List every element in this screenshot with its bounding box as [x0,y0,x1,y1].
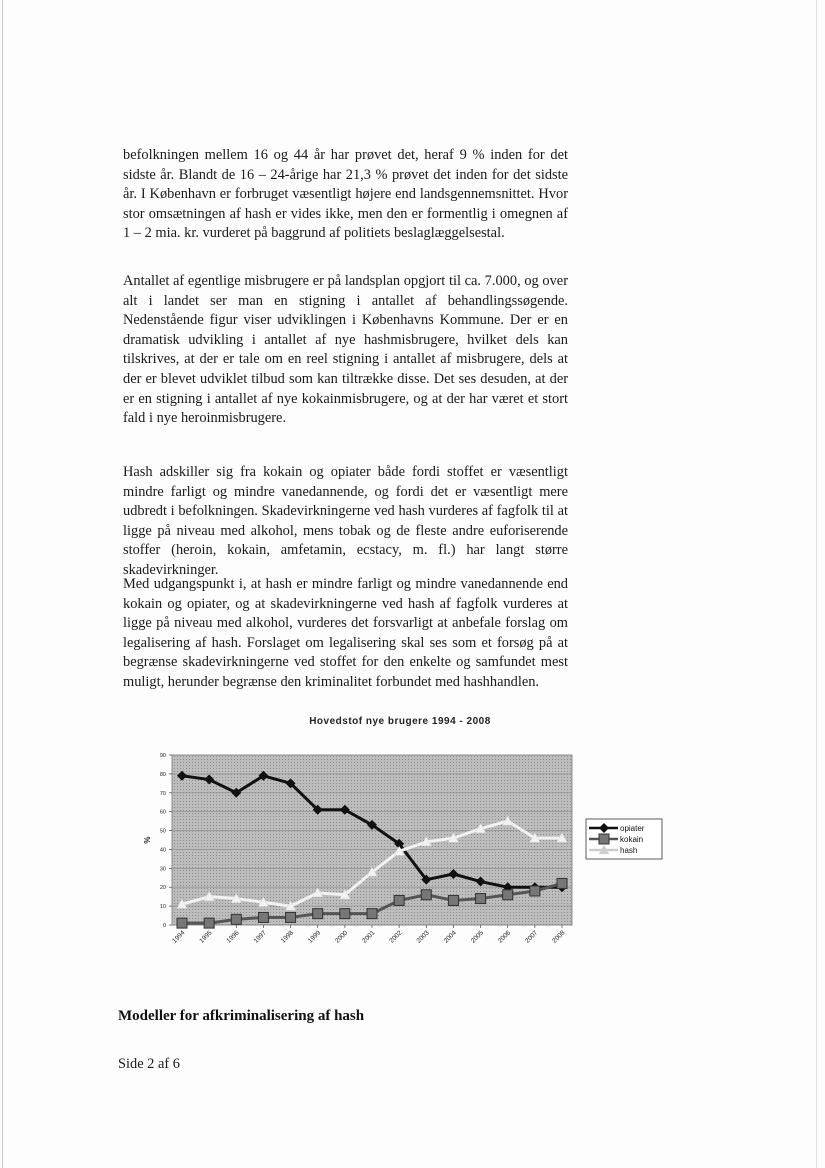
legend-label-kokain: kokain [620,835,644,844]
legend-marker-kokain [599,834,609,844]
x-tick-label: 1997 [252,929,268,945]
data-point-kokain [177,918,187,928]
data-point-kokain [476,894,486,904]
paragraph-legalisation: Med udgangspunkt i, at hash er mindre farligt og mindre vanedannende end kokain og opiater, og at skadevirkningerne ved hash af fagfolk vurderes at ligge på niveau med alkohol, vurderes det forsvarligt at anbefale forslag om legalisering af hash. Forslaget om legalisering skal ses som et forsøg på at begrænse skadevirkningerne ved stoffet for den enkelte og samfundet mest muligt, herunder begrænse den kriminalitet forbundet med hashhandlen. [123,576,568,690]
data-point-kokain [258,912,268,922]
x-tick-label: 2000 [334,929,350,945]
x-tick-label: 1996 [225,929,241,945]
data-point-kokain [448,895,458,905]
chart-title: Hovedstof nye brugere 1994 - 2008 [309,716,491,727]
y-tick-label: 30 [159,866,166,873]
x-tick-label: 2005 [469,929,485,945]
y-tick-label: 90 [159,753,166,759]
data-point-kokain [313,909,323,919]
x-tick-label: 2006 [496,929,513,945]
x-tick-label: 1998 [279,929,295,945]
x-tick-label: 2004 [442,929,458,945]
data-point-kokain [394,895,404,905]
data-point-kokain [286,912,296,922]
legend-label-opiater: opiater [620,824,645,833]
data-point-kokain [530,886,540,896]
paragraph-hash-differs: Hash adskiller sig fra kokain og opiater både fordi stoffet er væsentligt mindre farligt og mindre vanedannende, og fordi det er væsentligt mere udbredt i befolkningen. Skadevirkningerne ved hash vurderes af fagfolk til at ligge på niveau med alkohol, mens tobak og de fleste andre euforiserende stoffer (heroin, kokain, amfetamin, ecstacy, m. fl.) har langt større skadevirkninger. [123,464,568,578]
y-tick-label: 50 [159,828,166,835]
x-tick-label: 2003 [415,929,431,945]
y-tick-label: 70 [159,790,166,797]
data-point-kokain [231,914,241,924]
x-tick-label: 1999 [306,929,323,945]
x-tick-label: 2001 [361,929,377,945]
y-tick-label: 60 [159,809,166,816]
page-number: Side 2 af 6 [118,1056,180,1072]
data-point-kokain [340,909,350,919]
y-axis-label: % [143,836,152,844]
paragraph-misusers: Antallet af egentlige misbrugere er på landsplan opgjort til ca. 7.000, og over alt i landet ser man en stigning i antallet af behandlingssøgende. Nedenstående figur viser udviklingen i Københavns Kommune. Der er en dramatisk udvikling i antallet af nye hashmisbrugere, hvilket dels kan tilskrives, at der er tale om en reel stigning i antallet af misbrugere, dels at der er blevet udviklet tilbud som kan tiltrække disse. Det ses desuden, at der er en stigning i antallet af nye kokainmisbrugere, og at der har været et stort fald i nye heroinmisbrugere. [123,273,568,427]
y-tick-label: 0 [162,923,166,929]
line-chart [120,735,690,975]
scan-edge-right [816,0,817,1168]
section-heading: Modeller for afkriminalisering af hash [118,1008,365,1024]
data-point-kokain [421,890,431,900]
y-tick-label: 40 [159,847,166,854]
x-tick-label: 1994 [171,929,187,945]
x-tick-label: 2007 [524,929,540,945]
data-point-kokain [503,890,513,900]
y-tick-label: 20 [159,885,166,892]
x-tick-label: 2008 [551,929,567,945]
data-point-kokain [367,909,377,919]
paragraph-usage: befolkningen mellem 16 og 44 år har prøvet det, heraf 9 % inden for det sidste år. Blandt de 16 – 24-årige har 21,3 % prøvet det inden for det sidste år. I København er forbruget væsentligt højere end landsgennemsnittet. Hvor stor omsætningen af hash er vides ikke, men den er formentlig i omegnen af 1 – 2 mia. kr. vurderet på baggrund af politiets beslaglæggelsestal. [123,147,568,242]
y-tick-label: 80 [159,771,166,778]
scan-edge-left [2,0,3,1168]
data-point-kokain [557,878,567,888]
y-tick-label: 10 [159,904,166,911]
x-tick-label: 2002 [388,929,404,945]
x-tick-label: 1995 [198,929,214,945]
data-point-kokain [204,918,214,928]
legend-label-hash: hash [620,846,638,855]
